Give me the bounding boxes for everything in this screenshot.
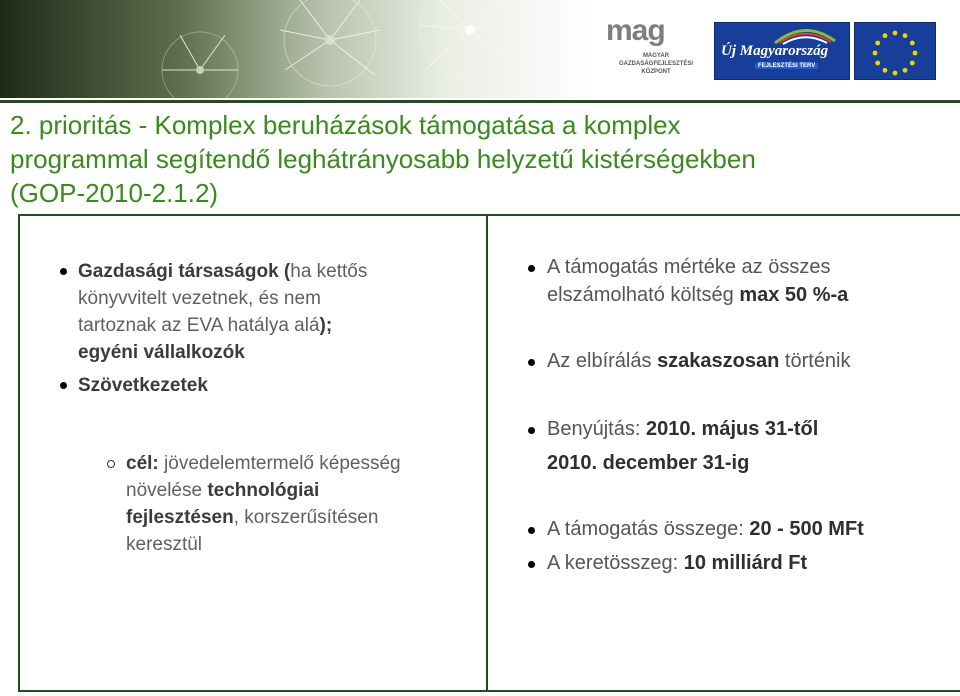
bullet-icon	[528, 561, 535, 568]
page-title	[10, 108, 940, 210]
bullet-icon	[528, 527, 535, 534]
header-divider	[0, 100, 960, 103]
title-line-1: 2. prioritás - Komplex beruházások támogatása a komplex	[10, 110, 681, 140]
list-item-tamogatas-osszege: A támogatás összege: 20 - 500 MFt	[488, 516, 958, 546]
sub-bullet-icon	[107, 460, 115, 468]
mag-logo	[606, 16, 698, 82]
header-banner	[0, 0, 960, 98]
bullet-icon	[60, 382, 67, 389]
bullet-icon	[528, 427, 535, 434]
eligible-applicants-panel	[18, 214, 488, 692]
list-item-benyujtas: Benyújtás: 2010. május 31-től 2010. december 31-ig	[488, 416, 958, 476]
title-line-2: programmal segítendő leghátrányosabb helyzetű kistérségekben	[10, 144, 756, 174]
umft-logo-subtitle: FEJLESZTÉSI TERV	[755, 63, 818, 69]
dandelion-photo	[0, 0, 592, 98]
list-item-gazdasagi-tarsasagok: Gazdasági társaságok (ha kettős könyvvitelt vezetnek, és nem tartoznak az EVA hatálya alá); egyéni vállalkozók	[20, 216, 486, 356]
mag-logo-subtitle: MAGYAR GAZDASÁGFEJLESZTÉSI KÖZPONT	[618, 53, 693, 75]
title-line-3: (GOP-2010-2.1.2)	[10, 178, 219, 208]
list-item-tamogatas-merteke: A támogatás mértéke az összes elszámolható költség max 50 %-a	[488, 254, 958, 310]
list-item-elbiralas: Az elbírálás szakaszosan történik	[488, 348, 958, 378]
eu-flag-icon	[854, 22, 936, 80]
support-details-panel	[486, 214, 960, 692]
umft-logo-title: Új Magyarország	[721, 43, 829, 59]
bullet-icon	[528, 359, 535, 366]
list-item-szovetkezetek: Szövetkezetek	[20, 366, 486, 396]
bullet-icon	[528, 265, 535, 272]
mag-logo-word: mag	[606, 14, 665, 47]
list-item-cel: cél: jövedelemtermelő képesség növelése technológiai fejlesztésen, korszerűsítésen keresztül	[20, 444, 486, 564]
uj-magyarorszag-logo	[714, 22, 850, 80]
bullet-icon	[60, 268, 67, 275]
list-item-keretosszeg: A keretösszeg: 10 milliárd Ft	[488, 550, 958, 580]
